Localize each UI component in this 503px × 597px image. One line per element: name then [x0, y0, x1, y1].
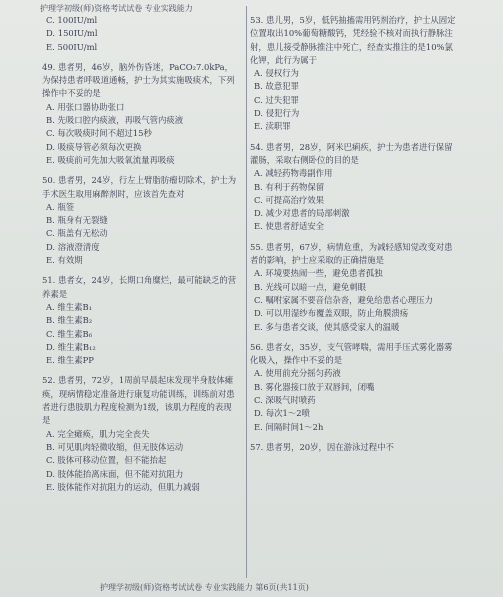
answer-option: D. 150IU/ml: [46, 28, 98, 39]
answer-option: D. 每次1～2喷: [254, 408, 310, 419]
answer-option: C. 100IU/ml: [46, 15, 98, 25]
answer-option: E. 肢体能作对抗阻力的运动，但肌力减弱: [46, 481, 200, 492]
left-column: [42, 14, 238, 501]
question-block: [42, 14, 238, 54]
answer-option: B. 先吸口腔内痰液，再吸气管内痰液: [46, 115, 184, 126]
answer-option: E. 间隔时间1～2h: [254, 421, 324, 432]
answer-option: C. 肢体可移动位置，但不能抬起: [46, 455, 167, 466]
answer-option: B. 光线可以暗一点，避免刺眼: [254, 281, 366, 292]
answer-option: D. 减少对患者的局部刺激: [254, 208, 350, 219]
question-text: 49. 患者男，46岁，脑外伤昏迷，PaCO₂7.0kPa，为保持患者呼吸道通畅，护士为其实施吸痰术，下列操作中不妥的是: [42, 61, 235, 99]
answer-option: A. 侵权行为: [254, 68, 299, 79]
answer-option: D. 侵犯行为: [254, 108, 300, 119]
question-block: [42, 374, 238, 494]
answer-option: C. 嘱咐家属不要音信杂沓，避免给患者心理压力: [254, 294, 433, 305]
right-column: [250, 14, 460, 461]
answer-option: E. 维生素PP: [46, 355, 94, 366]
answer-option: C. 过失犯罪: [254, 94, 299, 105]
page-footer: 护理学初级(师)资格考试试卷 专业实践能力 第6页(共11页): [100, 583, 309, 592]
answer-option: E. 有效期: [46, 255, 83, 266]
answer-option: E. 500IU/ml: [46, 41, 98, 52]
answer-option: C. 深吸气时喷药: [254, 395, 316, 406]
question-text: 50. 患者男，24岁，行左上臂脂肪瘤切除术，护士为手术医生取用麻醉剂时，应该首先查对: [42, 175, 237, 199]
answer-option: A. 使用前充分摇匀药液: [254, 368, 341, 379]
answer-option: A. 环境要热闹一些，避免患者孤独: [254, 268, 383, 279]
answer-option: C. 瓶盖有无松动: [46, 228, 108, 239]
answer-option: A. 减轻药物毒副作用: [254, 168, 333, 179]
answer-option: D. 可以用湿纱布覆盖双眼，防止角膜溃疡: [254, 308, 409, 319]
question-block: [42, 61, 238, 167]
question-text: 55. 患者男，67岁，病情危重，为减轻感知觉改变对患者的影响，护士应采取的正确措施是: [250, 241, 453, 266]
question-text: 54. 患者男，28岁，阿米巴痢疾，护士为患者进行保留灌肠，采取右侧卧位的目的是: [250, 141, 453, 165]
answer-option: E. 吸痰前可先加大吸氧流量再吸痰: [46, 154, 175, 165]
page-header: 护理学初级(师)资格考试试卷 专业实践能力: [40, 4, 193, 13]
answer-option: A. 完全瘫痪，肌力完全丧失: [46, 428, 150, 439]
answer-option: A. 用张口器协助张口: [46, 101, 125, 112]
answer-option: E. 渎职罪: [254, 121, 291, 132]
answer-option: C. 可提高治疗效果: [254, 194, 325, 205]
question-block: [42, 174, 238, 267]
answer-option: D. 溶液澄清度: [46, 241, 100, 252]
answer-option: A. 维生素B₁: [46, 301, 93, 312]
question-text: 52. 患者男，72岁，1周前早晨起床发现半身肢体瘫痪，现病情稳定准备进行康复功能训练，训练前对患者进行患肢肌力程度检测为1级，该肌力程度的表现是: [42, 375, 235, 426]
question-text: 57. 患者男，20岁，因在游泳过程中不: [250, 441, 394, 452]
answer-option: B. 可见肌肉轻微收缩，但无肢体运动: [46, 441, 184, 452]
answer-option: A. 瓶签: [46, 201, 75, 212]
column-divider: [246, 6, 247, 578]
answer-option: C. 维生素B₆: [46, 328, 93, 339]
question-block: [250, 14, 460, 134]
answer-option: D. 肢体能抬离床面，但不能对抗阻力: [46, 468, 184, 479]
answer-option: D. 吸痰导管必须每次更换: [46, 141, 142, 152]
answer-option: C. 每次吸痰时间不超过15秒: [46, 128, 152, 139]
question-block: [250, 141, 460, 234]
answer-option: B. 维生素B₂: [46, 315, 93, 326]
question-text: 51. 患者女，24岁，长期口角糜烂，最可能缺乏的营养素是: [42, 275, 237, 299]
question-block: [42, 274, 238, 367]
answer-option: B. 故意犯罪: [254, 81, 299, 92]
answer-option: D. 维生素B₁₂: [46, 341, 96, 352]
question-block: [250, 341, 460, 434]
question-block: [250, 441, 460, 454]
answer-option: E. 使患者舒适安全: [254, 221, 325, 232]
question-text: 56. 患者女，35岁，支气管哮喘，需用手压式雾化器雾化吸入，操作中不妥的是: [250, 341, 453, 366]
question-block: [250, 241, 460, 334]
answer-option: B. 瓶身有无裂缝: [46, 215, 108, 226]
answer-option: B. 有利于药物保留: [254, 181, 325, 192]
question-text: 53. 患儿男，5岁，低钙抽搐需用钙剂治疗，护士从固定位置取出10%葡萄糖酸钙，凭经验不核对而执行静脉注射，患儿接受静脉推注中死亡，经查实推注的是10%氯化钾，此行为属于: [250, 15, 456, 65]
answer-option: E. 多与患者交谈，使其感受家人的温暖: [254, 321, 400, 332]
answer-option: B. 雾化器接口放于双唇间，闭嘴: [254, 381, 375, 392]
